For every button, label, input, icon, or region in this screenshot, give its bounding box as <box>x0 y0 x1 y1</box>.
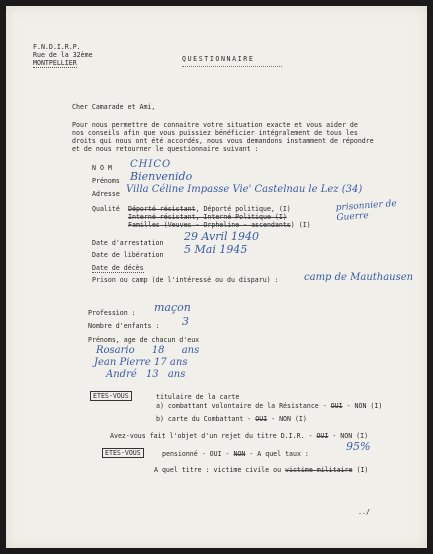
quel-titre-militaire: victime militaire <box>285 466 353 474</box>
qualite-line3 <box>128 221 311 229</box>
carte-b-label: b) carte du Combattant - <box>156 415 256 423</box>
value-qualite: prisonnier de Guerre <box>335 198 397 224</box>
title-underline <box>182 66 282 67</box>
label-prenoms-enfants: Prénoms, age de chacun d'eux <box>88 336 200 344</box>
qualite-line3-end: ) (I) <box>290 221 311 229</box>
greeting: Cher Camarade et Ami, <box>72 103 156 111</box>
value-date-liberation: 5 Mai 1945 <box>184 243 248 256</box>
value-camp: camp de Mauthausen <box>304 272 414 283</box>
carte-b-non: - NON (I) <box>267 415 307 423</box>
intro-line: droits qui nous ont été accordés, nous vous demandons instamment de répondre <box>72 137 374 145</box>
label-titulaire: titulaire de la carte <box>156 393 240 401</box>
org-city: MONTPELLIER <box>33 59 77 67</box>
value-prenom: Bienvenido <box>130 170 193 183</box>
qualite-line1 <box>128 205 291 213</box>
pensionne-label: pensionné - OUI - <box>162 450 234 458</box>
value-nombre-enfants: 3 <box>182 315 189 328</box>
intro-line: nos conseils afin que vous puissiez bénéficier intégralement de tous les <box>72 129 358 137</box>
rejet-line <box>110 432 368 440</box>
label-date-arrestation: Date d'arrestation <box>92 239 164 247</box>
value-enfant: Rosario 18 ans <box>96 345 200 356</box>
value-adresse: Villa Céline Impasse Vie' Castelnau le Lez (34) <box>126 184 363 195</box>
org-name: F.N.D.I.R.P. <box>33 43 81 51</box>
qualite-familles: Familles <box>128 221 160 229</box>
value-nom: CHICO <box>130 159 172 170</box>
value-enfant: André 13 ans <box>106 369 186 380</box>
footer-continuation: ../ <box>358 508 370 516</box>
label-qualite: Qualité <box>92 205 120 213</box>
carte-a-line <box>156 402 382 410</box>
label-date-deces: Date de décès <box>92 264 144 272</box>
taux-label: - A quel taux : <box>245 450 309 458</box>
intro-line: et de nous retourner le questionnaire suivant : <box>72 145 259 153</box>
rejet-oui: OUI <box>316 432 329 440</box>
carte-a-label: a) combattant volontaire de la Résistance - <box>156 402 331 410</box>
qualite-veuves: (Veuves - Orpheline - ascendants <box>159 221 291 229</box>
qualite-line2: Interné résistant, Interné Politique (I) <box>128 213 287 221</box>
label-profession: Profession : <box>88 309 136 317</box>
qualite-deporte-politique: , Déporté politique, (I) <box>195 205 291 213</box>
value-date-arrestation: 29 Avril 1940 <box>184 230 259 243</box>
label-date-liberation: Date de libération <box>92 251 164 259</box>
label-nom: N O M <box>92 164 112 172</box>
pensionne-non: NON <box>233 450 246 458</box>
intro-line: Pour nous permettre de connaitre votre situation exacte et vous aider de <box>72 121 358 129</box>
carte-a-oui: OUI <box>330 402 343 410</box>
questionnaire-sheet <box>6 6 427 548</box>
pensionne-line <box>162 450 309 458</box>
quel-titre-line <box>154 466 368 474</box>
value-taux: 95% <box>346 440 371 453</box>
label-nombre-enfants: Nombre d'enfants : <box>88 322 160 330</box>
rejet-label: Avez-vous fait l'objet d'un rejet du titre D.I.R. - <box>110 432 317 440</box>
org-street: Rue de la 32ème <box>33 51 93 59</box>
value-profession: maçon <box>154 301 191 314</box>
quel-titre-end: (I) <box>352 466 369 474</box>
page-title: QUESTIONNAIRE <box>182 55 255 63</box>
carte-b-oui: OUI <box>255 415 268 423</box>
etes-vous-box: ETES-VOUS <box>90 391 132 401</box>
label-prenoms: Prénoms <box>92 177 120 185</box>
quel-titre-label: A quel titre : victime civile ou <box>154 466 286 474</box>
carte-b-line <box>156 415 307 423</box>
qualite-deporte-resistant: Déporté résistant <box>128 205 196 213</box>
value-enfant: Jean Pierre 17 ans <box>94 357 188 368</box>
label-prison: Prison ou camp (de l'intéressé ou du disparu) : <box>92 276 279 284</box>
carte-a-non: - NON (I) <box>342 402 383 410</box>
rejet-non: - NON (I) <box>328 432 369 440</box>
etes-vous-box-2: ETES-VOUS <box>102 448 144 458</box>
label-adresse: Adresse <box>92 190 120 198</box>
